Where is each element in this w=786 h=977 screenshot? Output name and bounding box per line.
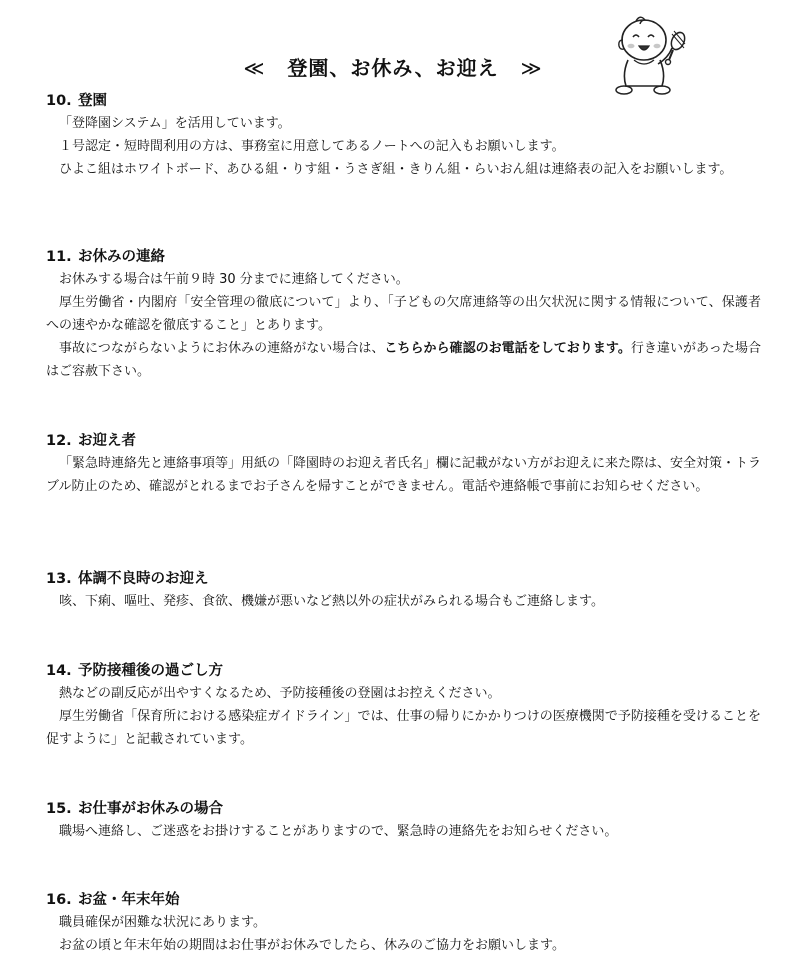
section-heading: 10. 登園: [46, 93, 107, 109]
section-heading: 14. 予防接種後の過ごし方: [46, 663, 223, 679]
section-body: [46, 911, 761, 957]
paragraph: ひよこ組はホワイトボード、あひる組・りす組・うさぎ組・きりん組・らいおん組は連絡表の記入をお願いします。: [59, 162, 733, 177]
paragraph: お盆の頃と年末年始の期間はお仕事がお休みでしたら、休みのご協力をお願いします。: [59, 938, 565, 953]
section-11-absence-notice: [46, 247, 761, 383]
section-12-pickup-person: [46, 431, 761, 498]
title-left-mark: ≪: [243, 56, 266, 80]
section-16-obon-new-year: [46, 890, 761, 957]
section-15-work-holiday: [46, 799, 761, 843]
paragraph: 咳、下痢、嘔吐、発疹、食欲、機嫌が悪いなど熱以外の症状がみられる場合もご連絡します。: [59, 594, 604, 609]
section-heading: 15. お仕事がお休みの場合: [46, 801, 223, 817]
paragraph: お休みする場合は午前９時 30 分までに連絡してください。: [59, 272, 409, 287]
paragraph: 職員確保が困難な状況にあります。: [59, 915, 266, 930]
baby-with-rattle-icon: [606, 10, 696, 100]
section-heading: 13. 体調不良時のお迎え: [46, 571, 209, 587]
section-heading: 16. お盆・年末年始: [46, 892, 180, 908]
paragraph: 職場へ連絡し、ご迷惑をお掛けすることがありますので、緊急時の連絡先をお知らせください。: [59, 824, 618, 839]
paragraph: 事故につながらないようにお休みの連絡がない場合は、こちらから確認のお電話をしております。行き違いがあった場合はご容赦下さい。: [46, 341, 761, 379]
paragraph: 熱などの副反応が出やすくなるため、予防接種後の登園はお控えください。: [59, 686, 501, 701]
section-heading: 12. お迎え者: [46, 433, 136, 449]
paragraph: １号認定・短時間利用の方は、事務室に用意してあるノートへの記入もお願いします。: [59, 139, 565, 154]
title-right-mark: ≫: [520, 56, 543, 80]
section-body: [46, 112, 761, 181]
section-body: [46, 820, 761, 843]
section-10-attendance: [46, 91, 761, 181]
section-14-after-vaccination: [46, 661, 761, 751]
emphasis-text: こちらから確認のお電話をしております。: [384, 341, 631, 356]
section-body: [46, 682, 761, 751]
section-13-illness-pickup: [46, 569, 761, 613]
paragraph: 「緊急時連絡先と連絡事項等」用紙の「降園時のお迎え者氏名」欄に記載がない方がお迎えに来た際は、安全対策・トラブル防止のため、確認がとれるまでお子さんを帰すことができません。電話や連絡帳で事前にお知らせください。: [46, 456, 762, 494]
section-body: [46, 590, 761, 613]
section-body: [46, 452, 761, 498]
section-heading: 11. お休みの連絡: [46, 249, 165, 265]
section-body: [46, 268, 761, 383]
paragraph: 「登降園システム」を活用しています。: [59, 116, 291, 131]
title-text: 登園、お休み、お迎え: [287, 56, 499, 80]
paragraph: 厚生労働省「保育所における感染症ガイドライン」では、仕事の帰りにかかりつけの医療機関で予防接種を受けることを促すように」と記載されています。: [46, 709, 761, 747]
paragraph: 厚生労働省・内閣府「安全管理の徹底について」より、「子どもの欠席連絡等の出欠状況に関する情報について、保護者への速やかな確認を徹底すること」とあります。: [46, 295, 761, 333]
